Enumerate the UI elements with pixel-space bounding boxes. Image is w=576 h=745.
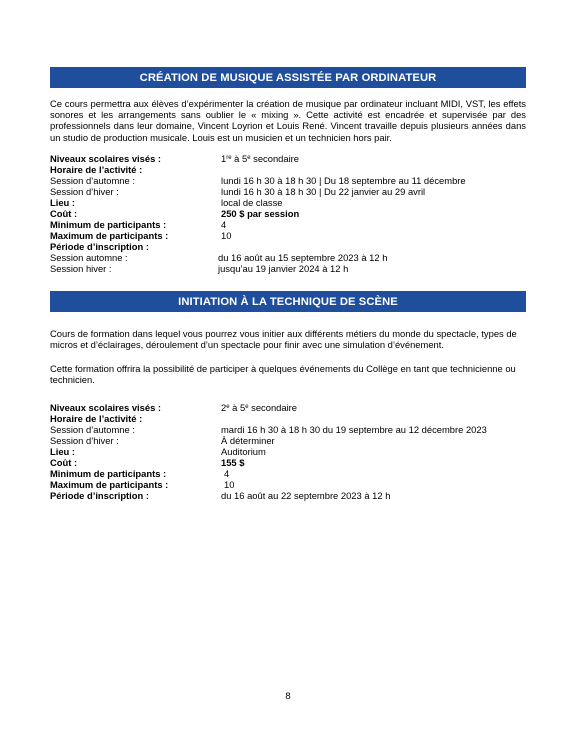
section-title: CRÉATION DE MUSIQUE ASSISTÉE PAR ORDINATEUR <box>139 71 437 84</box>
info-row-horaire <box>50 413 526 424</box>
section-description: Cette formation offrira la possibilité de participer à quelques événements du Collège en tant que technicienne ou technicien. <box>50 363 516 386</box>
info-row-cout <box>50 208 526 219</box>
info-label: Session d’automne : <box>50 175 135 186</box>
info-row-lieu <box>50 197 526 208</box>
info-label: Niveaux scolaires visés : <box>50 402 162 413</box>
info-value: mardi 16 h 30 à 18 h 30 du 19 septembre au 12 décembre 2023 <box>221 424 487 435</box>
info-label: Minimum de participants : <box>50 468 167 479</box>
info-row-cout <box>50 457 526 468</box>
info-label: Session automne : <box>50 252 128 263</box>
info-value: 10 <box>224 479 235 490</box>
info-row-session-hiver <box>50 435 526 446</box>
page-number: 8 <box>285 691 291 702</box>
info-label: Lieu : <box>50 197 75 208</box>
info-row-session-automne <box>50 424 526 435</box>
info-row-periode-hiver <box>50 263 526 274</box>
info-label: Session d’hiver : <box>50 186 119 197</box>
info-value: 1re à 5e secondaire <box>221 153 300 164</box>
info-value: 155 $ <box>221 457 245 468</box>
info-value: du 16 août au 22 septembre 2023 à 12 h <box>221 490 391 501</box>
info-row-maximum <box>50 230 526 241</box>
info-label: Session d’hiver : <box>50 435 119 446</box>
info-label: Minimum de participants : <box>50 219 167 230</box>
info-row-niveaux <box>50 153 526 164</box>
info-row-horaire <box>50 164 526 175</box>
info-value: À déterminer <box>221 435 275 446</box>
info-value: 10 <box>221 230 232 241</box>
info-label: Période d’inscription : <box>50 490 149 501</box>
section-banner-musique <box>50 67 526 88</box>
info-row-maximum <box>50 479 526 490</box>
info-label: Maximum de participants : <box>50 479 169 490</box>
section-description: Ce cours permettra aux élèves d’expérimenter la création de musique par ordinateur incluant MIDI, VST, les effets sonores et les arrangements sans oublier le « mixing ». Cette activité est encadrée et supervisée par des professionnels dans leur domaine, Vincent Loyrion et Louis René. Vincent travaille depuis plusieurs années dans un studio de production musicale. Louis est un musicien et un technicien hors pair. <box>50 98 526 143</box>
section-banner-technique-scene <box>50 291 526 312</box>
info-label: Maximum de participants : <box>50 230 169 241</box>
info-value: jusqu’au 19 janvier 2024 à 12 h <box>218 263 349 274</box>
info-row-periode-automne <box>50 252 526 263</box>
info-row-periode <box>50 490 526 501</box>
info-row-minimum <box>50 219 526 230</box>
info-value: 4 <box>224 468 230 479</box>
info-label: Période d’inscription : <box>50 241 149 252</box>
info-label: Horaire de l’activité : <box>50 413 143 424</box>
info-label: Lieu : <box>50 446 75 457</box>
info-row-lieu <box>50 446 526 457</box>
info-value: 2e à 5e secondaire <box>221 402 298 413</box>
info-row-periode <box>50 241 526 252</box>
info-label: Coût : <box>50 208 78 219</box>
info-value: 250 $ par session <box>221 208 300 219</box>
info-row-session-hiver <box>50 186 526 197</box>
info-value: local de classe <box>221 197 283 208</box>
section-title: INITIATION À LA TECHNIQUE DE SCÈNE <box>178 295 398 308</box>
info-row-niveaux <box>50 402 526 413</box>
info-label: Coût : <box>50 457 78 468</box>
info-label: Horaire de l’activité : <box>50 164 143 175</box>
info-label: Niveaux scolaires visés : <box>50 153 162 164</box>
info-label: Session d’automne : <box>50 424 135 435</box>
info-label: Session hiver : <box>50 263 112 274</box>
info-row-session-automne <box>50 175 526 186</box>
info-value: Auditorium <box>221 446 266 457</box>
info-value: 4 <box>221 219 227 230</box>
section-description: Cours de formation dans lequel vous pourrez vous initier aux différents métiers du monde du spectacle, types de micros et d’éclairages, déroulement d’un spectacle pour finir avec une simulation d’événement. <box>50 328 517 351</box>
info-value: du 16 août au 15 septembre 2023 à 12 h <box>218 252 388 263</box>
info-value: lundi 16 h 30 à 18 h 30 | Du 22 janvier au 29 avril <box>221 186 426 197</box>
info-value: lundi 16 h 30 à 18 h 30 | Du 18 septembre au 11 décembre <box>221 175 466 186</box>
info-row-minimum <box>50 468 526 479</box>
